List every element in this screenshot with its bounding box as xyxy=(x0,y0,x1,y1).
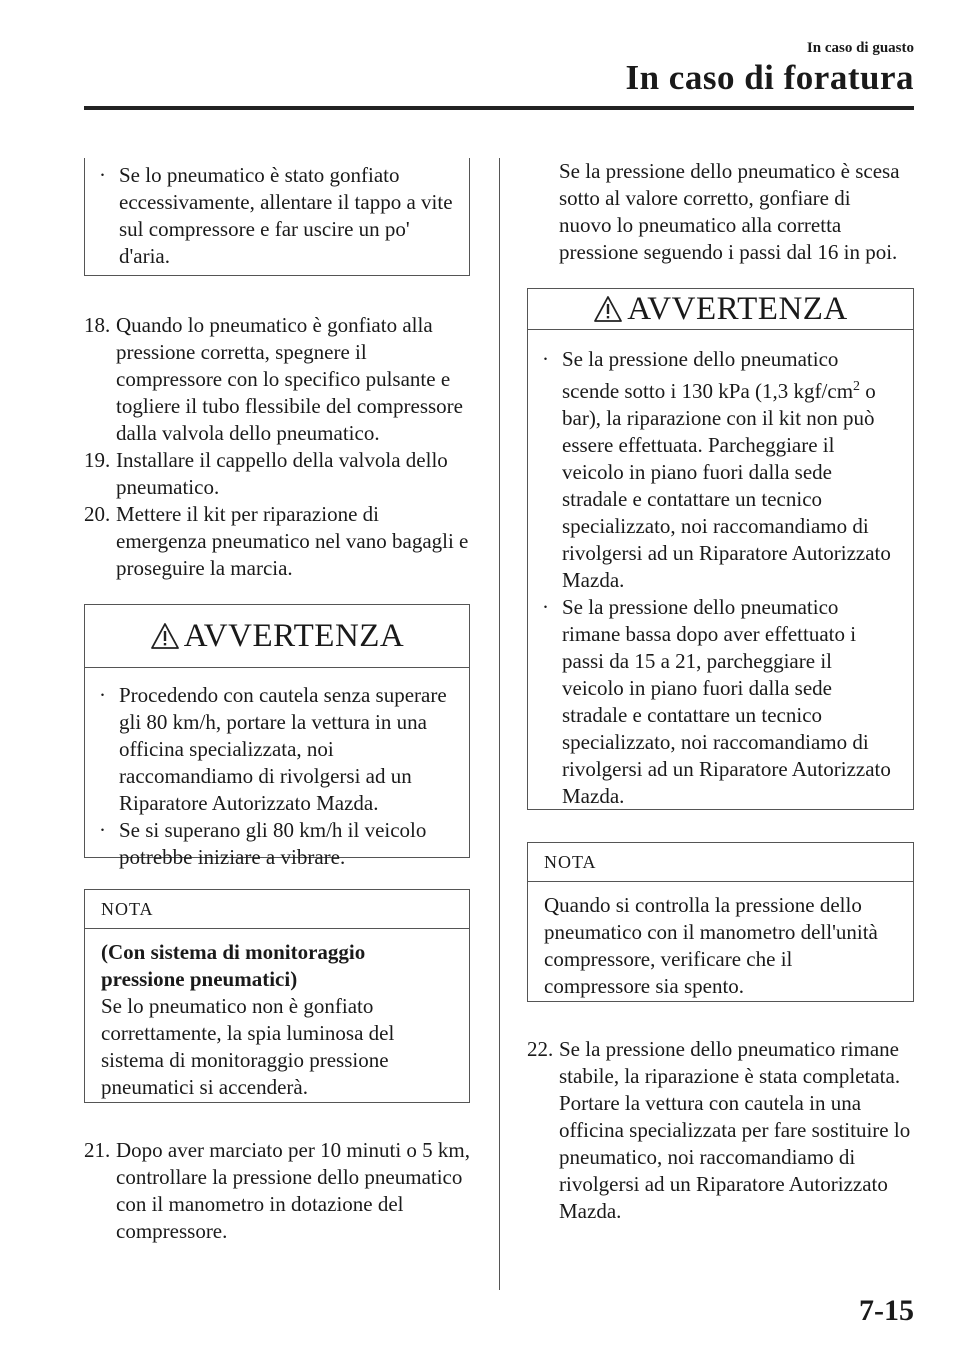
bullet-text-pre: Se la pressione dello pneumatico scende sotto i 130 kPa (1,3 kgf/cm xyxy=(562,347,854,403)
warning-triangle-icon xyxy=(593,295,623,323)
step-text: Se la pressione dello pneumatico rimane stabile, la riparazione è stata completata. Portare la vettura con cautela in una officina specializzata per fare sostituire lo pneumatico, noi raccomandiamo di rivolgersi ad un Riparatore Autorizzato Mazda. xyxy=(559,1037,911,1223)
warning-box xyxy=(527,288,914,810)
warning-body xyxy=(528,330,913,822)
warning-title: AVVERTENZA xyxy=(627,290,848,327)
note-text: Quando si controlla la pressione dello pneumatico con il manometro dell'unità compressore, verificare che il compressore sia spento. xyxy=(544,893,878,998)
note-body xyxy=(528,882,913,1010)
page-title: In caso di foratura xyxy=(625,58,914,97)
note-box xyxy=(84,889,470,1103)
step-text: Installare il cappello della valvola dello pneumatico. xyxy=(116,448,448,499)
bullet-icon: · xyxy=(99,163,106,187)
left-column xyxy=(84,158,470,1245)
bullet-item xyxy=(528,346,893,594)
step-22 xyxy=(527,1036,914,1225)
note-text: Se lo pneumatico non è gonfiato correttamente, la spia luminosa del sistema di monitoraggio pressione pneumatici si accenderà. xyxy=(101,994,395,1099)
step-number: 20. xyxy=(84,502,111,526)
right-column xyxy=(527,158,914,1225)
page-number: 7-15 xyxy=(859,1294,914,1327)
superscript: 2 xyxy=(853,379,861,394)
bullet-text: Procedendo con cautela senza superare gli 80 km/h, portare la vettura in una officina specializzata, noi raccomandiamo di rivolgersi ad un Riparatore Autorizzato Mazda. xyxy=(119,683,447,815)
step-text: Dopo aver marciato per 10 minuti o 5 km, controllare la pressione dello pneumatico con il manometro in dotazione del compressore. xyxy=(116,1138,470,1243)
step-text: Mettere il kit per riparazione di emergenza pneumatico nel vano bagagli e proseguire la marcia. xyxy=(116,502,469,580)
warning-body xyxy=(85,668,469,883)
bullet-icon: · xyxy=(99,818,106,842)
bullet-item xyxy=(85,162,453,270)
note-header: NOTA xyxy=(85,890,469,929)
note-header: NOTA xyxy=(528,843,913,882)
step-21 xyxy=(84,1137,470,1245)
bullet-text: Se si superano gli 80 km/h il veicolo potrebbe iniziare a vibrare. xyxy=(119,818,427,869)
section-label: In caso di guasto xyxy=(806,40,914,56)
bullet-icon: · xyxy=(542,347,549,371)
step-19 xyxy=(84,447,470,501)
bullet-item xyxy=(85,817,449,871)
bullet-item xyxy=(85,682,449,817)
header-rule xyxy=(84,106,914,110)
bullet-item xyxy=(528,594,893,810)
bullet-text: Se la pressione dello pneumatico rimane bassa dopo aver effettuato i passi da 15 a 21, parcheggiare il veicolo in piano fuori dalla sede stradale e contattare un tecnico specializzato, noi raccomandiamo di rivolgersi ad un Riparatore Autorizzato Mazda. xyxy=(562,595,891,808)
intro-paragraph: Se la pressione dello pneumatico è scesa sotto al valore corretto, gonfiare di nuovo lo pneumatico alla corretta pressione seguendo i passi dal 16 in poi. xyxy=(559,159,900,264)
note-body xyxy=(85,929,469,1111)
step-20 xyxy=(84,501,470,582)
step-number: 19. xyxy=(84,448,111,472)
bullet-text: Se lo pneumatico è stato gonfiato eccessivamente, allentare il tappo a vite sul compressore e far uscire un po' d'aria. xyxy=(119,163,453,268)
step-number: 21. xyxy=(84,1138,111,1162)
step-number: 18. xyxy=(84,313,111,337)
steps-list xyxy=(84,312,470,582)
step-number: 22. xyxy=(527,1037,554,1061)
warning-triangle-icon xyxy=(150,622,180,650)
step-text: Quando lo pneumatico è gonfiato alla pressione corretta, spegnere il compressore con lo specifico pulsante e togliere il tubo flessibile del compressore dalla valvola dello pneumatico. xyxy=(116,313,463,445)
warning-header xyxy=(85,605,469,668)
bullet-text-post: o bar), la riparazione con il kit non può essere effettuata. Parcheggiare il veicolo in piano fuori dalla sede stradale e contattare un tecnico specializzato, noi raccomandiamo di rivolgersi ad un Riparatore Autorizzato Mazda. xyxy=(562,379,891,592)
column-divider xyxy=(499,158,500,1290)
bullet-icon: · xyxy=(542,595,549,619)
bullet-icon: · xyxy=(99,683,106,707)
continued-box xyxy=(84,158,470,276)
note-box xyxy=(527,842,914,1002)
warning-box xyxy=(84,604,470,869)
warning-header xyxy=(528,289,913,330)
step-18 xyxy=(84,312,470,447)
note-bold-heading: (Con sistema di monitoraggio pressione pneumatici) xyxy=(101,940,366,991)
warning-title: AVVERTENZA xyxy=(183,617,405,654)
